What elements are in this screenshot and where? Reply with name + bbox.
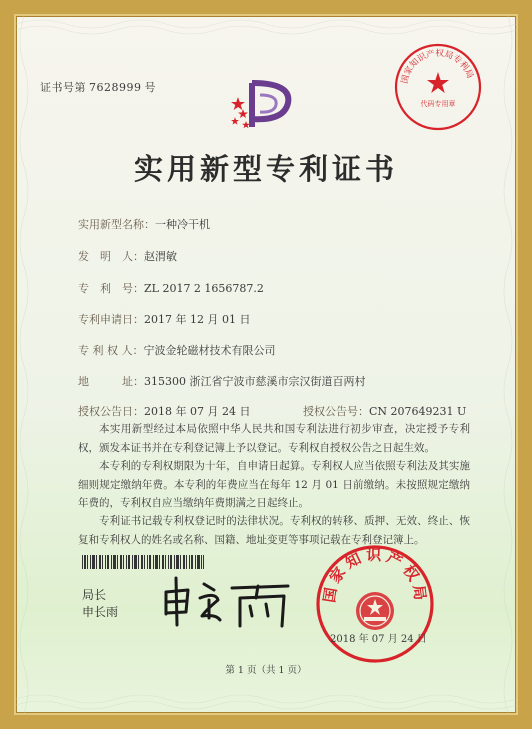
field-label: 专 利 权 人：: [78, 344, 144, 357]
chief-name: 申长雨: [82, 605, 119, 619]
field-utility-model-name: [78, 216, 210, 232]
field-value: 赵渭敏: [144, 250, 177, 263]
certificate-number-value: 7628999: [89, 81, 142, 94]
page-number: 第 1 页（共 1 页）: [225, 665, 307, 676]
field-patentee: [78, 342, 276, 358]
handwritten-signature: [160, 570, 295, 630]
seal-top-arc-text: 国家知识产权局专利局: [400, 48, 475, 85]
seal-top-inner-text: 代码专用章: [420, 100, 456, 108]
body-paragraph-3: 专利证书记载专利权登记时的法律状况。专利权的转移、质押、无效、终止、恢复和专利权人的姓名或名称、国籍、地址变更等事项记载在专利登记簿上。: [78, 515, 470, 546]
certificate-number-label: 证书号第: [40, 81, 86, 94]
body-paragraph-1: 本实用新型经过本局依照中华人民共和国专利法进行初步审查，决定授予专利权，颁发本证书并在专利登记簿上予以登记。专利权自授权公告之日起生效。: [78, 423, 470, 454]
body-paragraph-2: 本专利的专利权期限为十年，自申请日起算。专利权人应当依照专利法及其实施细则规定缴纳年费。本专利的年费应当在每年 12 月 01 日前缴纳。未按照规定缴纳年费的，专利权自应当缴纳年费期满之日起终止。: [78, 460, 470, 509]
field-value: 宁波金轮磁材技术有限公司: [143, 344, 276, 357]
seal-date: 2018 年 07 月 24 日: [330, 634, 427, 645]
field-value: CN 207649231 U: [369, 405, 467, 418]
certificate-title: 实用新型专利证书: [133, 152, 398, 186]
field-value: 2018 年 07 月 24 日: [144, 405, 251, 418]
field-label: 发 明 人：: [78, 250, 144, 263]
field-value: ZL 2017 2 1656787.2: [144, 282, 264, 295]
field-filing-date: [78, 311, 250, 327]
field-value: 2017 年 12 月 01 日: [144, 313, 251, 326]
chief-title: 局长: [82, 588, 107, 602]
certificate-number: [40, 79, 159, 95]
field-inventor: [78, 248, 177, 264]
seal-bottom-arc-text: 国家知识产权局: [320, 545, 430, 606]
field-label: 实用新型名称：: [78, 218, 155, 231]
field-grant-number: [303, 403, 466, 419]
field-value: 315300 浙江省宁波市慈溪市宗汉街道百两村: [144, 375, 366, 388]
field-label: 地 址：: [78, 375, 144, 388]
field-patent-number: [78, 280, 264, 296]
certificate-number-suffix: 号: [144, 81, 156, 94]
official-seal-top: [393, 42, 483, 132]
field-label: 专 利 号：: [78, 282, 144, 295]
field-label: 授权公告号：: [303, 405, 369, 418]
field-grant-date: [78, 403, 250, 419]
patent-office-logo: [230, 75, 300, 135]
barcode: [82, 555, 204, 569]
field-address: [78, 373, 366, 389]
field-label: 专利申请日：: [78, 313, 144, 326]
national-ip-office-seal: [314, 543, 436, 665]
field-label: 授权公告日：: [78, 405, 144, 418]
field-value: 一种冷干机: [155, 218, 210, 231]
